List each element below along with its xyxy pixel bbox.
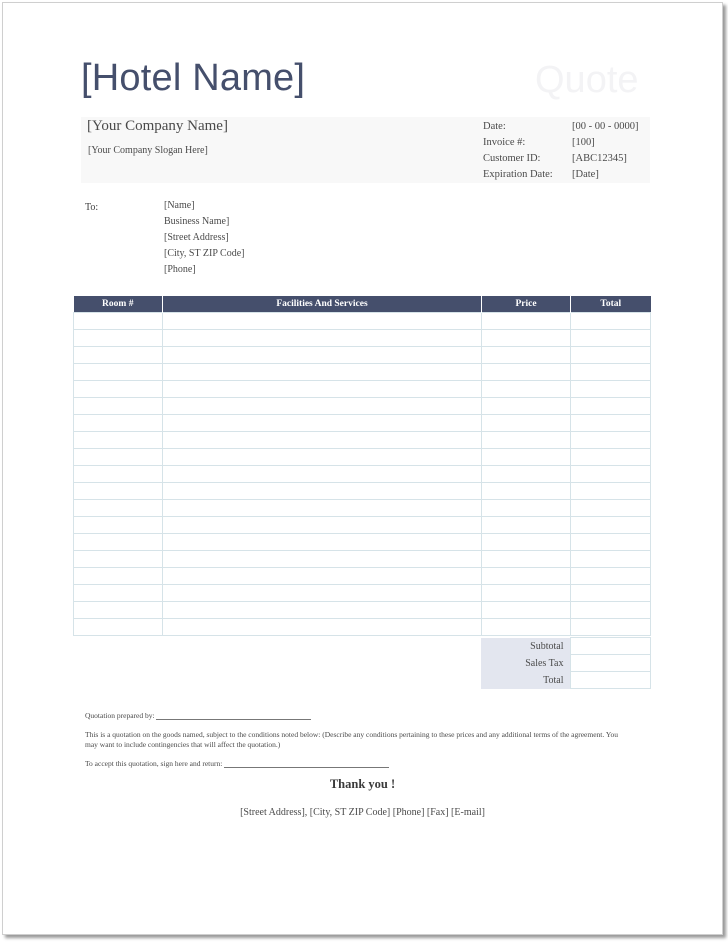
- items-table: [73, 296, 651, 636]
- table-row: [74, 483, 651, 500]
- facilities-cell[interactable]: [163, 483, 482, 500]
- room-cell[interactable]: [74, 347, 163, 364]
- table-header-row: [74, 296, 651, 313]
- recipient-name: [Name]: [164, 200, 195, 211]
- table-row: [74, 534, 651, 551]
- facilities-cell[interactable]: [163, 551, 482, 568]
- price-cell[interactable]: [482, 347, 571, 364]
- table-row: [74, 347, 651, 364]
- total-cell[interactable]: [571, 585, 651, 602]
- total-cell[interactable]: [571, 398, 651, 415]
- price-cell[interactable]: [482, 602, 571, 619]
- table-row: [74, 551, 651, 568]
- total-cell[interactable]: [571, 364, 651, 381]
- room-cell[interactable]: [74, 619, 163, 636]
- recipient-phone: [Phone]: [164, 264, 196, 275]
- accept-label: To accept this quotation, sign here and return:: [85, 759, 223, 768]
- expiration-date-value: [Date]: [572, 169, 599, 180]
- room-cell[interactable]: [74, 585, 163, 602]
- room-cell[interactable]: [74, 500, 163, 517]
- price-cell[interactable]: [482, 313, 571, 330]
- table-row: [74, 568, 651, 585]
- room-cell[interactable]: [74, 534, 163, 551]
- footer-contact: [Street Address], [City, ST ZIP Code] [Phone] [Fax] [E-mail]: [240, 807, 485, 818]
- thank-you-text: Thank you !: [329, 777, 396, 791]
- date-label: Date:: [483, 121, 506, 132]
- total-cell[interactable]: [571, 415, 651, 432]
- customer-id-value: [ABC12345]: [572, 153, 627, 164]
- table-row: [74, 432, 651, 449]
- room-cell[interactable]: [74, 602, 163, 619]
- total-cell[interactable]: [571, 568, 651, 585]
- room-cell[interactable]: [74, 313, 163, 330]
- price-cell[interactable]: [482, 330, 571, 347]
- room-cell[interactable]: [74, 466, 163, 483]
- room-cell[interactable]: [74, 415, 163, 432]
- sales-tax-row: [481, 655, 650, 672]
- company-slogan: [Your Company Slogan Here]: [88, 145, 208, 156]
- price-cell[interactable]: [482, 449, 571, 466]
- total-cell[interactable]: [571, 483, 651, 500]
- prepared-by-row: [85, 711, 311, 720]
- items-table-body: [74, 313, 651, 636]
- facilities-cell[interactable]: [163, 619, 482, 636]
- date-value: [00 - 00 - 0000]: [572, 121, 639, 132]
- total-value[interactable]: [570, 672, 650, 689]
- price-cell[interactable]: [482, 500, 571, 517]
- recipient-business: Business Name]: [164, 216, 230, 227]
- room-cell[interactable]: [74, 381, 163, 398]
- table-row: [74, 330, 651, 347]
- total-cell[interactable]: [571, 347, 651, 364]
- price-cell[interactable]: [482, 585, 571, 602]
- facilities-cell[interactable]: [163, 330, 482, 347]
- to-label: To:: [85, 202, 99, 213]
- table-row: [74, 466, 651, 483]
- room-cell[interactable]: [74, 449, 163, 466]
- conditions-text: [85, 730, 645, 750]
- price-cell[interactable]: [482, 551, 571, 568]
- header-total: Total: [571, 296, 651, 313]
- conditions-line-2: may want to include contingencies that will affect the quotation.): [85, 740, 281, 749]
- table-row: [74, 449, 651, 466]
- facilities-cell[interactable]: [163, 364, 482, 381]
- header-room: Room #: [74, 296, 163, 313]
- room-cell[interactable]: [74, 330, 163, 347]
- total-cell[interactable]: [571, 517, 651, 534]
- total-cell[interactable]: [571, 500, 651, 517]
- total-cell[interactable]: [571, 466, 651, 483]
- price-cell[interactable]: [482, 568, 571, 585]
- facilities-cell[interactable]: [163, 534, 482, 551]
- table-row: [74, 313, 651, 330]
- room-cell[interactable]: [74, 432, 163, 449]
- room-cell[interactable]: [74, 551, 163, 568]
- facilities-cell[interactable]: [163, 568, 482, 585]
- room-cell[interactable]: [74, 398, 163, 415]
- facilities-cell[interactable]: [163, 415, 482, 432]
- facilities-cell[interactable]: [163, 347, 482, 364]
- price-cell[interactable]: [482, 415, 571, 432]
- header-price: Price: [482, 296, 571, 313]
- sales-tax-label: Sales Tax: [481, 655, 570, 672]
- facilities-cell[interactable]: [163, 466, 482, 483]
- table-row: [74, 415, 651, 432]
- table-row: [74, 619, 651, 636]
- room-cell[interactable]: [74, 568, 163, 585]
- accept-signature-line[interactable]: [224, 759, 389, 768]
- facilities-cell[interactable]: [163, 398, 482, 415]
- table-row: [74, 398, 651, 415]
- company-name: [Your Company Name]: [87, 118, 228, 134]
- price-cell[interactable]: [482, 619, 571, 636]
- quote-page: [2, 2, 723, 935]
- facilities-cell[interactable]: [163, 432, 482, 449]
- facilities-cell[interactable]: [163, 313, 482, 330]
- invoice-value: [100]: [572, 137, 595, 148]
- header-facilities: Facilities And Services: [163, 296, 482, 313]
- total-cell[interactable]: [571, 449, 651, 466]
- prepared-by-label: Quotation prepared by:: [85, 711, 155, 720]
- total-cell[interactable]: [571, 432, 651, 449]
- quote-watermark-title: Quote: [535, 59, 639, 101]
- table-row: [74, 517, 651, 534]
- total-cell[interactable]: [571, 534, 651, 551]
- accept-row: [85, 759, 389, 768]
- recipient-street: [Street Address]: [164, 232, 229, 243]
- expiration-date-label: Expiration Date:: [483, 169, 553, 180]
- table-row: [74, 585, 651, 602]
- room-cell[interactable]: [74, 517, 163, 534]
- sales-tax-value[interactable]: [570, 655, 650, 672]
- table-row: [74, 364, 651, 381]
- prepared-by-signature-line[interactable]: [156, 711, 311, 720]
- price-cell[interactable]: [482, 398, 571, 415]
- facilities-cell[interactable]: [163, 500, 482, 517]
- recipient-city: [City, ST ZIP Code]: [164, 248, 245, 259]
- invoice-label: Invoice #:: [483, 137, 526, 148]
- price-cell[interactable]: [482, 534, 571, 551]
- price-cell[interactable]: [482, 466, 571, 483]
- facilities-cell[interactable]: [163, 381, 482, 398]
- price-cell[interactable]: [482, 432, 571, 449]
- total-cell[interactable]: [571, 602, 651, 619]
- conditions-line-1: This is a quotation on the goods named, subject to the conditions noted below: (Describe any conditions pertaining to these prices and any additional terms of the agreement. You: [85, 730, 619, 739]
- total-cell[interactable]: [571, 381, 651, 398]
- total-cell[interactable]: [571, 551, 651, 568]
- facilities-cell[interactable]: [163, 585, 482, 602]
- totals-table: [481, 637, 651, 689]
- facilities-cell[interactable]: [163, 449, 482, 466]
- subtotal-value[interactable]: [570, 638, 650, 655]
- total-cell[interactable]: [571, 619, 651, 636]
- subtotal-label: Subtotal: [481, 638, 570, 655]
- room-cell[interactable]: [74, 483, 163, 500]
- price-cell[interactable]: [482, 483, 571, 500]
- room-cell[interactable]: [74, 364, 163, 381]
- total-cell[interactable]: [571, 313, 651, 330]
- price-cell[interactable]: [482, 381, 571, 398]
- facilities-cell[interactable]: [163, 602, 482, 619]
- total-row: [481, 672, 650, 689]
- price-cell[interactable]: [482, 364, 571, 381]
- facilities-cell[interactable]: [163, 517, 482, 534]
- table-row: [74, 602, 651, 619]
- price-cell[interactable]: [482, 517, 571, 534]
- customer-id-label: Customer ID:: [483, 153, 541, 164]
- subtotal-row: [481, 638, 650, 655]
- total-cell[interactable]: [571, 330, 651, 347]
- hotel-name-title: [Hotel Name]: [81, 57, 306, 99]
- total-label: Total: [481, 672, 570, 689]
- table-row: [74, 500, 651, 517]
- table-row: [74, 381, 651, 398]
